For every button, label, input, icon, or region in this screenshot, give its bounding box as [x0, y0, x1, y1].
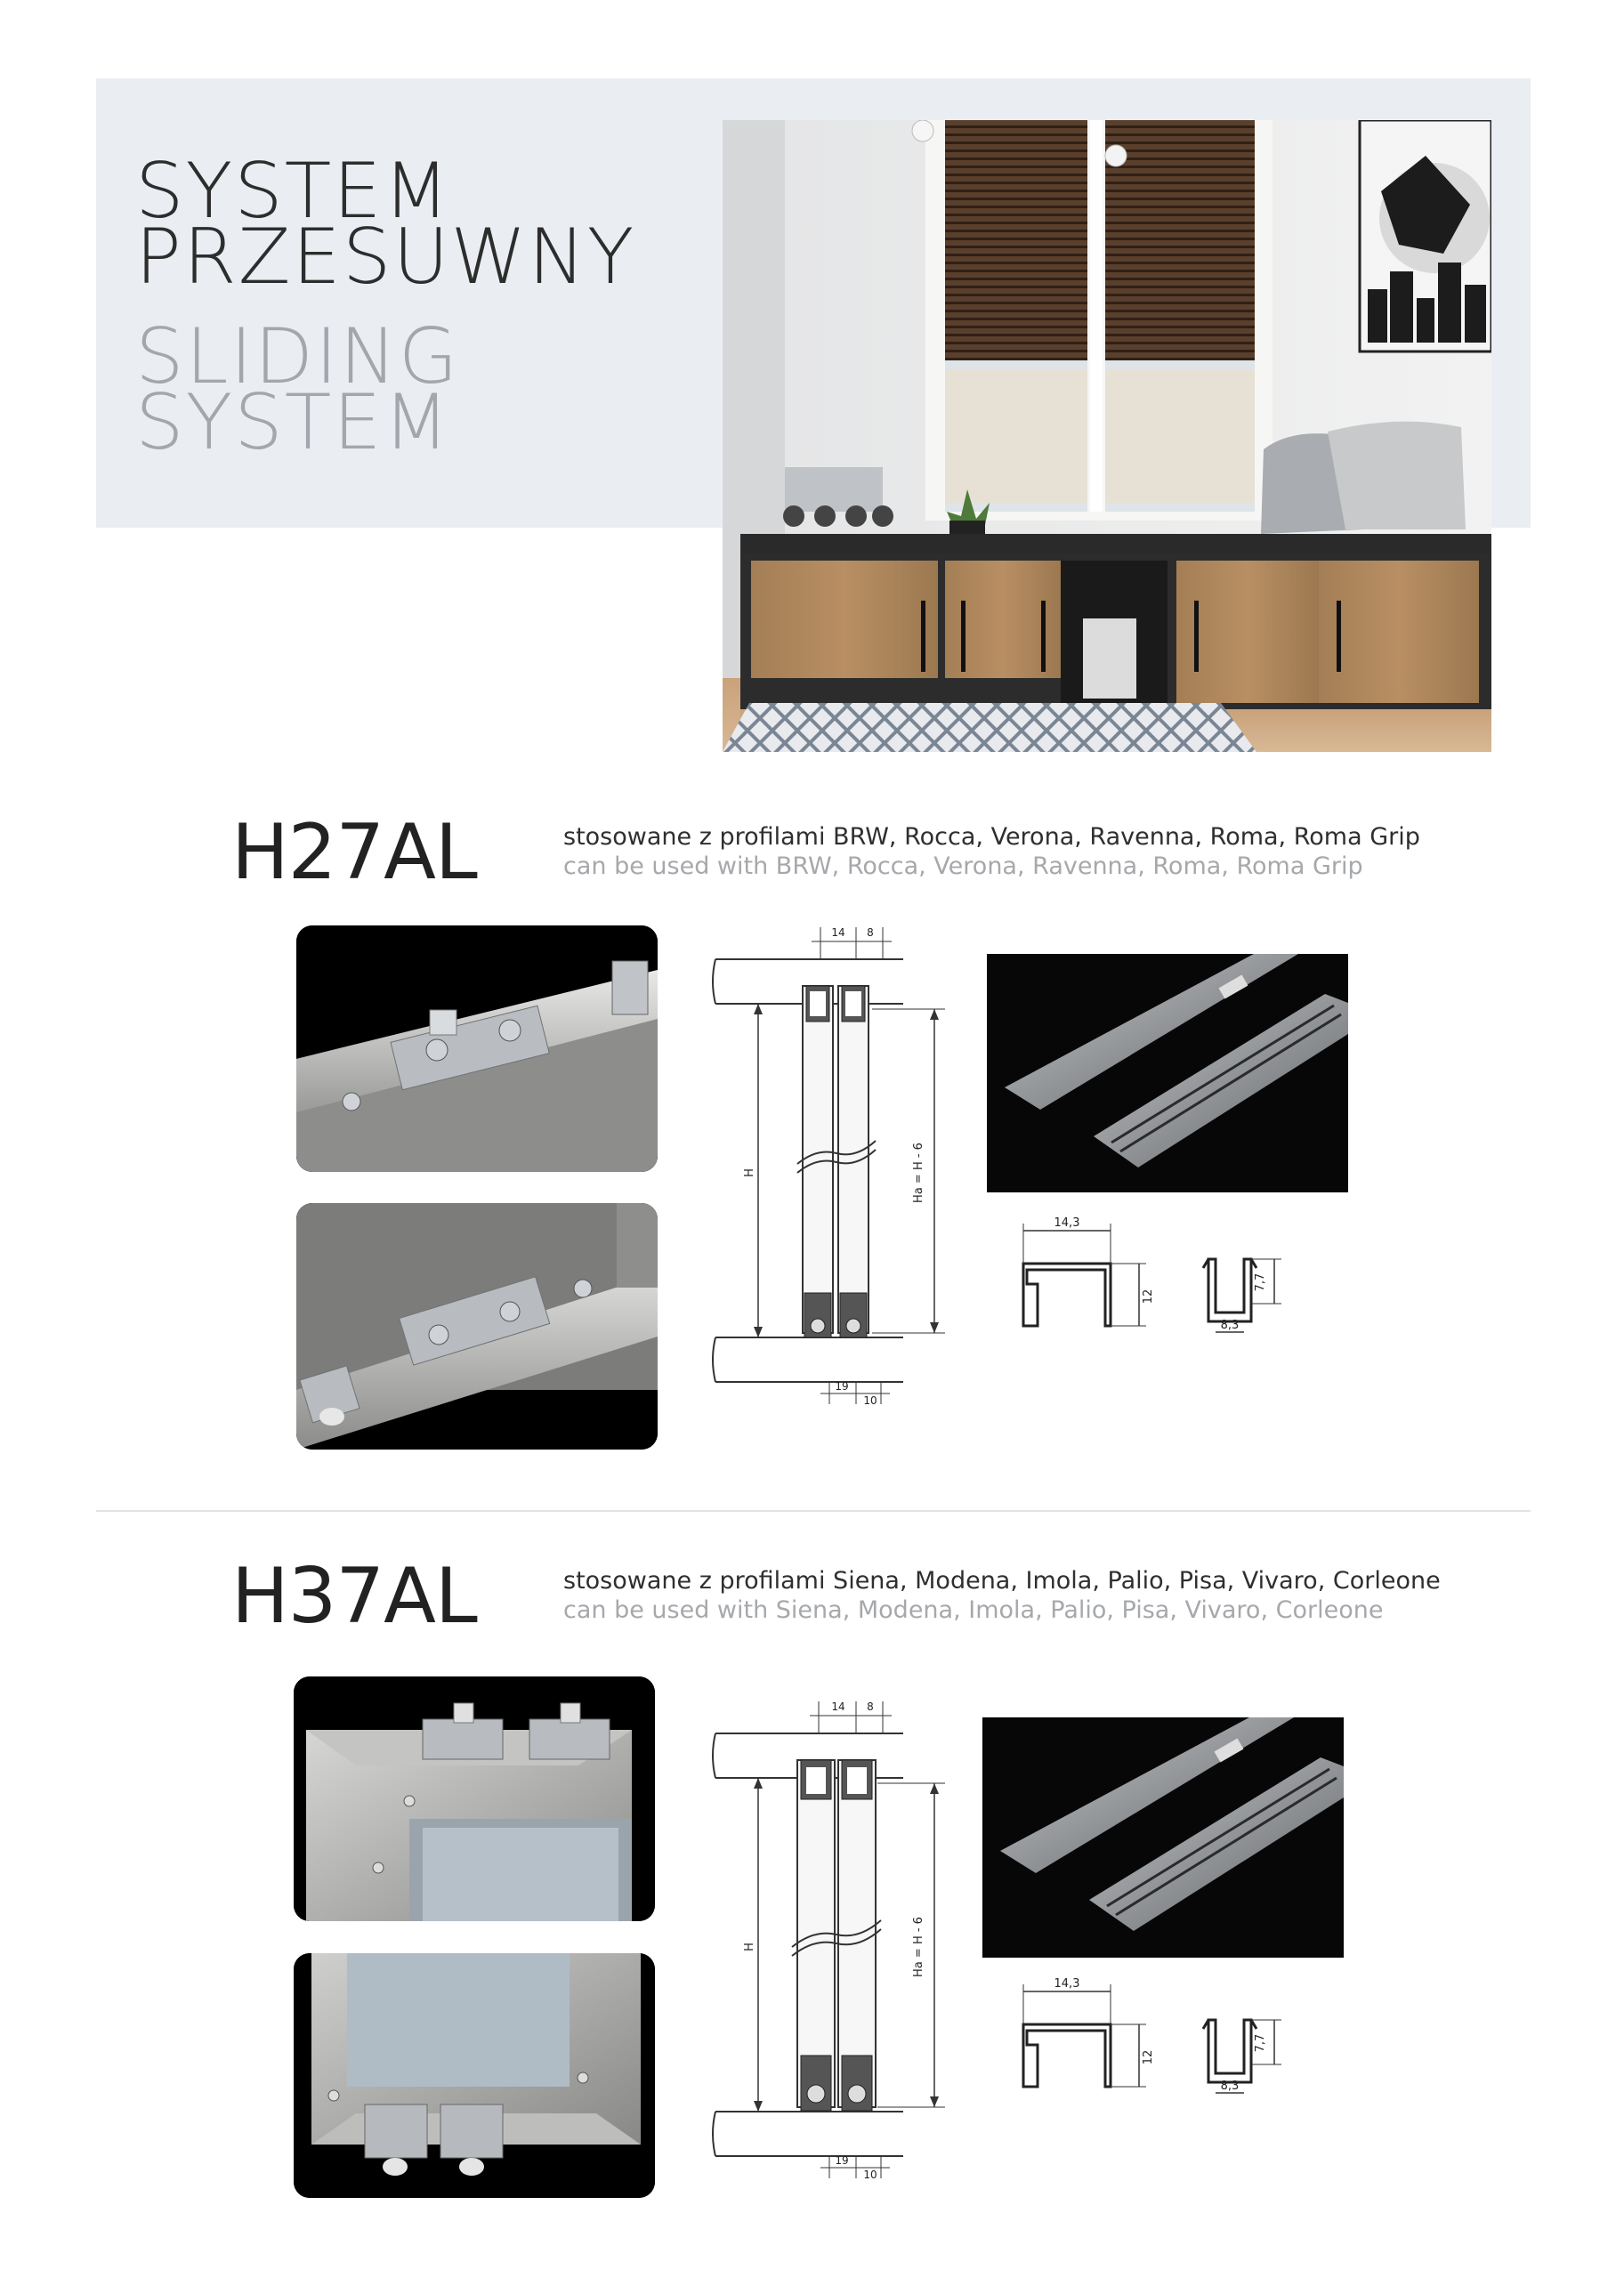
- dim-bottom-left: 19: [835, 2154, 849, 2167]
- dim-height-adjusted: Ha = H - 6: [912, 1917, 925, 1977]
- section-1-desc-english: can be used with BRW, Rocca, Verona, Ravenna, Roma, Roma Grip: [563, 852, 1363, 880]
- dim-height-adjusted: Ha = H - 6: [912, 1143, 925, 1203]
- section-2-profile-photo: [982, 1717, 1344, 1958]
- title-polish: [135, 147, 740, 302]
- profile-a-height: 12: [1142, 2049, 1155, 2065]
- dim-bottom-right: 10: [863, 1394, 877, 1404]
- profile-b-width: 8,3: [1220, 1319, 1240, 1332]
- profile-a-width: 14,3: [1054, 1977, 1080, 1991]
- profile-b-height: 7,7: [1254, 1272, 1267, 1292]
- section-2-hardware-photo-top: [294, 1676, 655, 1921]
- dim-top-left: 14: [831, 1700, 845, 1713]
- section-2-profile-sections: [1006, 1975, 1344, 2100]
- model-title-h37al: H37AL: [231, 1552, 477, 1641]
- section-1-technical-drawing: [712, 924, 952, 1404]
- dim-top-left: 14: [831, 926, 845, 939]
- title-english-line-1: SLIDING: [135, 312, 460, 401]
- section-2-hardware-photo-bottom: [294, 1953, 655, 2198]
- dim-top-right: 8: [867, 1700, 874, 1713]
- section-2-desc-polish: stosowane z profilami Siena, Modena, Imola, Palio, Pisa, Vivaro, Corleone: [563, 1567, 1441, 1595]
- dim-bottom-right: 10: [863, 2169, 877, 2178]
- profile-b-width: 8,3: [1220, 2080, 1240, 2093]
- section-1-desc-polish: stosowane z profilami BRW, Rocca, Verona, Ravenna, Roma, Roma Grip: [563, 823, 1420, 851]
- profile-a-width: 14,3: [1054, 1216, 1080, 1230]
- section-1-profile-photo: [987, 954, 1348, 1192]
- section-1-profile-sections: [1006, 1215, 1344, 1339]
- dim-top-right: 8: [867, 926, 874, 939]
- profile-a-height: 12: [1142, 1288, 1155, 1305]
- model-title-h27al: H27AL: [231, 808, 477, 897]
- dim-height: H: [743, 1943, 756, 1951]
- title-polish-line-2: PRZESUWNY: [135, 213, 636, 302]
- dim-height: H: [743, 1168, 756, 1177]
- section-1-hardware-photo-bottom: [296, 1203, 658, 1450]
- title-english-line-2: SYSTEM: [135, 378, 451, 467]
- section-2-technical-drawing: [712, 1698, 952, 2178]
- section-1-hardware-photo-top: [296, 925, 658, 1172]
- dim-bottom-left: 19: [835, 1380, 849, 1393]
- title-polish-line-1: SYSTEM: [135, 147, 451, 236]
- profile-b-height: 7,7: [1254, 2033, 1267, 2053]
- room-photo: [723, 120, 1491, 752]
- section-2-desc-english: can be used with Siena, Modena, Imola, Palio, Pisa, Vivaro, Corleone: [563, 1596, 1384, 1624]
- title-english: [135, 312, 740, 467]
- section-divider: [96, 1510, 1531, 1512]
